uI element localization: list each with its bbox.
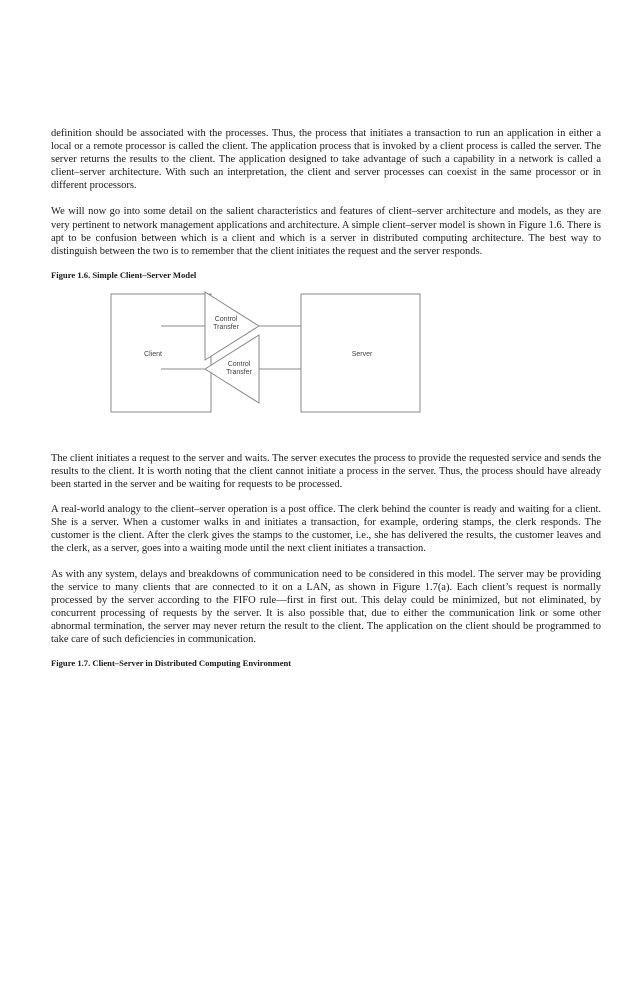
bottom-triangle-label-line2: Transfer <box>226 368 252 376</box>
top-triangle-label-line1: Control <box>214 315 238 323</box>
paragraph-delays: As with any system, delays and breakdowns of communication need to be considered in this model. The server may be providing the service to many clients that are connected to it on a LAN, as shown in Figure 1.7(a). Each client’s request is normally processed by the server according to the FIFO rule—first in first out. This delay could be minimized, but not eliminated, by concurrent processing of requests by the server. It is also possible that, due to either the communication link or some other abnormal termination, the server may never return the result to the client. The application on the client should be programmed to take care of such deficiencies in communication. <box>51 568 601 645</box>
paragraph-definition: definition should be associated with the processes. Thus, the process that initiates a transaction to run an application in either a local or a remote processor is called the client. The application process that is invoked by a client process is called the server. The server returns the results to the client. The application designed to take advantage of such a capability in a network is called a client–server architecture. With such an interpretation, the client and server processes can coexist in the same processor or in different processors. <box>51 128 601 192</box>
page-content <box>51 127 601 669</box>
client-label: Client <box>144 350 162 358</box>
figure-1-6-caption: Figure 1.6. Simple Client–Server Model <box>51 269 197 280</box>
server-label: Server <box>351 350 373 358</box>
top-triangle-label-line2: Transfer <box>213 323 239 331</box>
paragraph-post-office-analogy: A real-world analogy to the client–server operation is a post office. The clerk behind the counter is ready and waiting for a client. She is a server. When a customer walks in and initiates a transaction, for example, ordering stamps, the clerk responds. The customer is the client. After the clerk gives the stamps to the customer, i.e., she has delivered the results, the customer leaves and the clerk, as a server, goes into a waiting mode until the next client initiates a transaction. <box>51 504 601 555</box>
bottom-triangle-label-line1: Control <box>227 360 251 368</box>
paragraph-client-server-intro: We will now go into some detail on the salient characteristics and features of client–server architecture and models, as they are very pertinent to network management applications and architecture. A simple client–server model is shown in Figure 1.6. There is apt to be confusion between which is a client and which is a server in distributed computing architecture. The best way to distinguish between the two is to remember that the client initiates the request and the server responds. <box>51 206 601 257</box>
paragraph-client-request: The client initiates a request to the server and waits. The server executes the process to provide the requested service and sends the results to the client. It is worth noting that the client cannot initiate a process in the server. Thus, the process should have already been started in the server and be waiting for requests to be processed. <box>51 452 601 491</box>
figure-1-7-caption: Figure 1.7. Client–Server in Distributed Computing Environment <box>51 658 292 669</box>
client-server-diagram <box>51 290 601 425</box>
figure-1-6-diagram <box>51 290 601 425</box>
